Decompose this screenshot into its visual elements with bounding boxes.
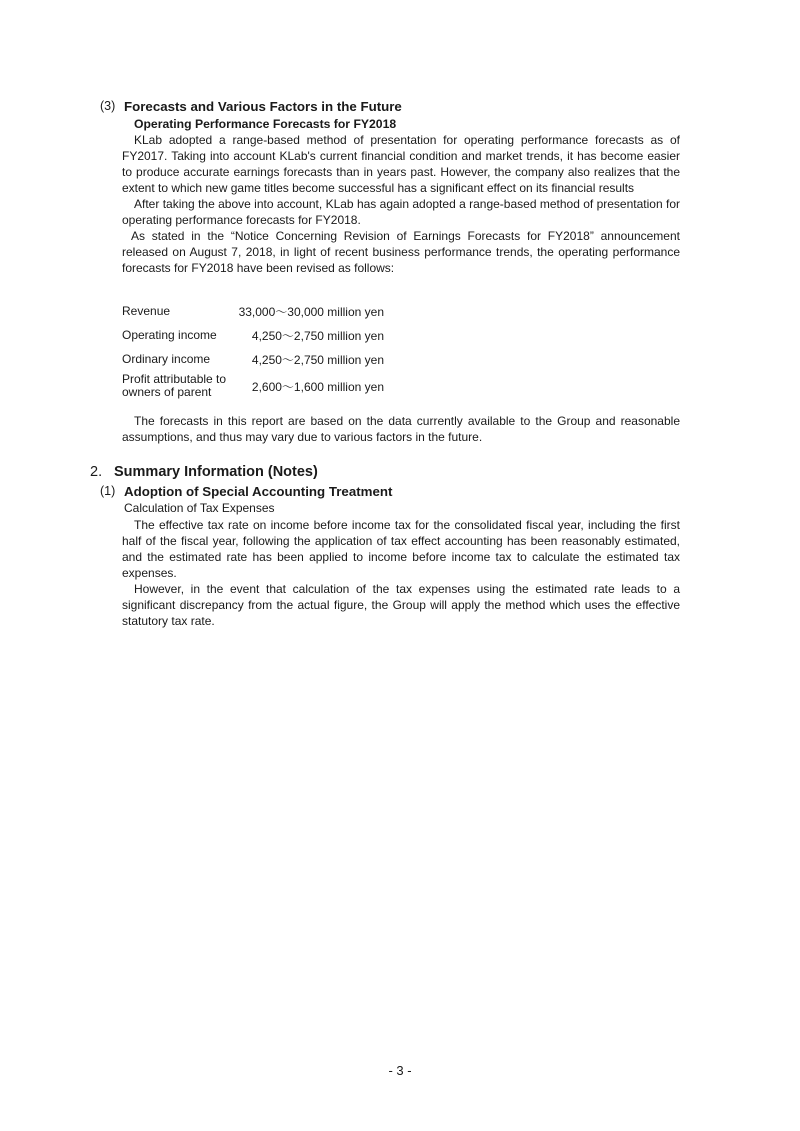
forecast-table [122,299,384,401]
page-number: - 3 - [388,1063,412,1078]
paragraph-text: KLab adopted a range-based method of presentation for operating performance forecasts as of FY2017. Taking into account KLab's current financial condition and market trends, it has become easier to produce accurate earnings forecasts than in years past. However, the company also realizes that the extent to which new game titles become successful has a significant effect on its financial results [122,133,680,195]
section-number: 2. [90,464,103,480]
forecast-label-line: owners of parent [122,385,212,399]
subsection-subtitle: Calculation of Tax Expenses [124,501,275,515]
forecast-row [122,347,384,371]
section-title: Forecasts and Various Factors in the Future [124,99,402,114]
forecast-label [122,371,234,401]
paragraph [122,581,680,629]
forecast-label: Operating income [122,327,217,342]
subsection-title: Adoption of Special Accounting Treatment [124,484,393,499]
paragraph-text: The effective tax rate on income before income tax for the consolidated fiscal year, including the first half of the fiscal year, following the application of tax effect accounting has been reasonably estimated, and the estimated rate has been applied to income before income tax to calculate the estimated tax expenses. [122,518,680,580]
forecast-value: 4,250～2,750 million yen [251,352,384,367]
forecast-label: Revenue [122,303,171,318]
forecast-value: 2,600～1,600 million yen [251,379,384,394]
paragraph [122,132,680,196]
subsection-number: (1) [100,484,116,498]
disclaimer [122,413,680,445]
forecast-value: 33,000～30,000 million yen [238,304,384,319]
section-title: Summary Information (Notes) [114,464,318,480]
forecast-value: 4,250～2,750 million yen [251,328,384,343]
paragraph-text: However, in the event that calculation of the tax expenses using the estimated rate leads to a significant discrepancy from the actual figure, the Group will apply the method which uses the effective statutory tax rate. [122,582,680,628]
forecast-label-line: Profit attributable to [122,372,227,386]
paragraph [122,517,680,581]
disclaimer-text: The forecasts in this report are based on the data currently available to the Group and reasonable assumptions, and thus may vary due to various factors in the future. [122,414,680,444]
paragraph [122,196,680,228]
paragraph-text: As stated in the “Notice Concerning Revision of Earnings Forecasts for FY2018” announcement released on August 7, 2018, in light of recent business performance trends, the operating performance forecasts for FY2018 have been revised as follows: [122,229,680,275]
forecast-label: Ordinary income [122,351,211,366]
paragraph [122,228,680,276]
forecast-row [122,299,384,323]
section-subtitle: Operating Performance Forecasts for FY2018 [134,117,397,131]
section-number: (3) [100,99,116,113]
forecast-row [122,323,384,347]
forecast-row [122,371,384,401]
paragraph-text: After taking the above into account, KLab has again adopted a range-based method of presentation for operating performance forecasts for FY2018. [122,197,680,227]
